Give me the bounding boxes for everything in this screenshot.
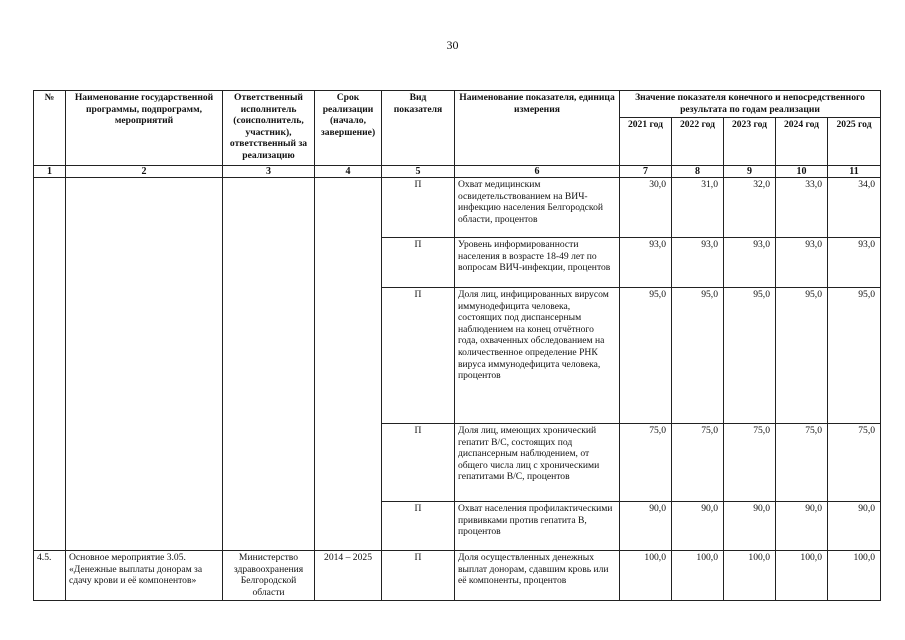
header-year: 2025 год [828, 118, 881, 166]
value-2021: 95,0 [620, 288, 672, 424]
column-number: 1 [34, 166, 66, 178]
column-numbers-row [34, 166, 881, 178]
column-number: 11 [828, 166, 881, 178]
header-year: 2022 год [672, 118, 724, 166]
indicators-table [33, 90, 881, 601]
value-2024: 93,0 [776, 238, 828, 288]
value-2023: 90,0 [724, 502, 776, 551]
column-number: 3 [223, 166, 315, 178]
header-number: № [34, 91, 66, 166]
value-2022: 90,0 [672, 502, 724, 551]
column-number: 5 [382, 166, 455, 178]
indicator-name: Охват населения профилактическими прививками против гепатита В, процентов [455, 502, 620, 551]
indicator-name: Охват медицинским освидетельствованием на ВИЧ-инфекцию населения Белгородской области, процентов [455, 178, 620, 238]
table-row [34, 551, 881, 601]
indicator-name: Доля осуществленных денежных выплат донорам, сдавшим кровь или её компоненты, процентов [455, 551, 620, 601]
header-indicator-type: Вид показателя [382, 91, 455, 166]
value-2022: 93,0 [672, 238, 724, 288]
value-2024: 33,0 [776, 178, 828, 238]
value-2021: 30,0 [620, 178, 672, 238]
header-period: Срок реализации (начало, завершение) [315, 91, 382, 166]
executor: Министерство здравоохранения Белгородской области [223, 551, 315, 601]
empty-cell [66, 178, 223, 551]
value-2025: 93,0 [828, 238, 881, 288]
value-2023: 100,0 [724, 551, 776, 601]
column-number: 10 [776, 166, 828, 178]
header-program-name: Наименование государственной программы, подпрограмм, мероприятий [66, 91, 223, 166]
indicator-type: П [382, 424, 455, 502]
empty-cell [34, 178, 66, 551]
indicator-type: П [382, 178, 455, 238]
column-number: 7 [620, 166, 672, 178]
page-number: 30 [446, 38, 459, 52]
header-executor: Ответственный исполнитель (соисполнитель, участник), ответственный за реализацию [223, 91, 315, 166]
value-2024: 95,0 [776, 288, 828, 424]
value-2024: 75,0 [776, 424, 828, 502]
value-2025: 100,0 [828, 551, 881, 601]
indicator-type: П [382, 551, 455, 601]
indicator-name: Доля лиц, имеющих хронический гепатит В/С, состоящих под диспансерным наблюдением, от общего числа лиц с хроническими гепатитами В/С, процентов [455, 424, 620, 502]
value-2022: 31,0 [672, 178, 724, 238]
value-2022: 100,0 [672, 551, 724, 601]
indicator-name: Уровень информированности населения в возрасте 18-49 лет по вопросам ВИЧ-инфекции, процентов [455, 238, 620, 288]
indicator-type: П [382, 502, 455, 551]
header-indicator-name: Наименование показателя, единица измерения [455, 91, 620, 166]
value-2025: 90,0 [828, 502, 881, 551]
value-2023: 32,0 [724, 178, 776, 238]
row-number: 4.5. [34, 551, 66, 601]
column-number: 6 [455, 166, 620, 178]
table-row [34, 178, 881, 238]
empty-cell [315, 178, 382, 551]
value-2021: 100,0 [620, 551, 672, 601]
column-number: 4 [315, 166, 382, 178]
value-2025: 75,0 [828, 424, 881, 502]
value-2021: 90,0 [620, 502, 672, 551]
value-2021: 93,0 [620, 238, 672, 288]
column-number: 8 [672, 166, 724, 178]
value-2023: 75,0 [724, 424, 776, 502]
indicator-name: Доля лиц, инфицированных вирусом иммунодефицита человека, состоящих под диспансерным наблюдением на конец отчётного года, охваченных обследованием на количественное определение РНК вируса иммунодефицита человека, процентов [455, 288, 620, 424]
program-name: Основное мероприятие 3.05. «Денежные выплаты донорам за сдачу крови и её компонентов» [66, 551, 223, 601]
column-number: 2 [66, 166, 223, 178]
indicator-type: П [382, 288, 455, 424]
value-2024: 100,0 [776, 551, 828, 601]
period: 2014 – 2025 [315, 551, 382, 601]
header-year: 2023 год [724, 118, 776, 166]
value-2022: 95,0 [672, 288, 724, 424]
value-2025: 95,0 [828, 288, 881, 424]
value-2025: 34,0 [828, 178, 881, 238]
value-2023: 93,0 [724, 238, 776, 288]
header-year: 2024 год [776, 118, 828, 166]
value-2021: 75,0 [620, 424, 672, 502]
header-values-group: Значение показателя конечного и непосредственного результата по годам реализации [620, 91, 881, 118]
column-number: 9 [724, 166, 776, 178]
value-2024: 90,0 [776, 502, 828, 551]
value-2022: 75,0 [672, 424, 724, 502]
empty-cell [223, 178, 315, 551]
header-year: 2021 год [620, 118, 672, 166]
value-2023: 95,0 [724, 288, 776, 424]
indicator-type: П [382, 238, 455, 288]
